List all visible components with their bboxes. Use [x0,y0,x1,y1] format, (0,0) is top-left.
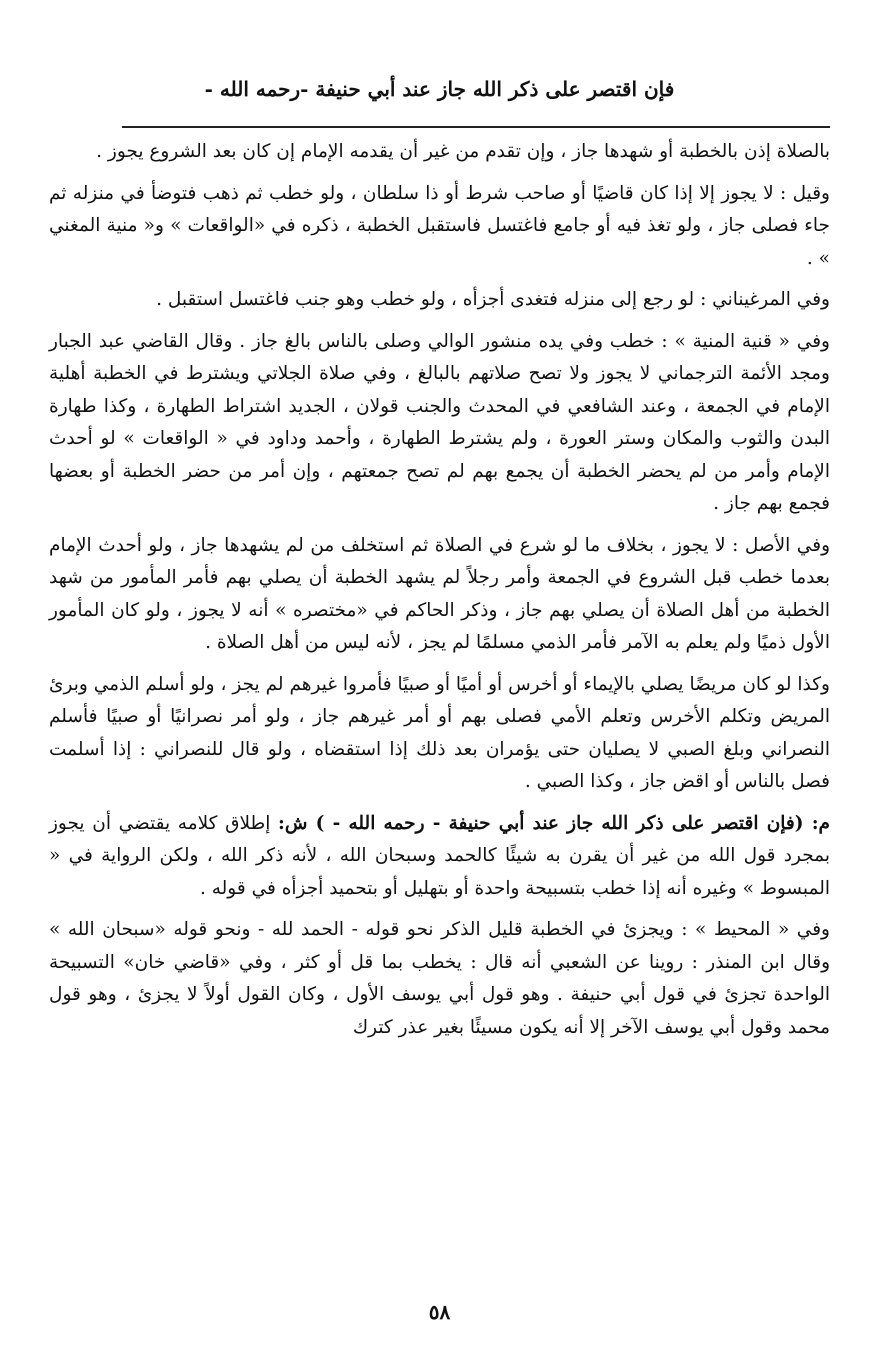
paragraph-3: وفي المرغيناني : لو رجع إلى منزله فتغدى أجزأه ، ولو خطب وهو جنب فاغتسل استقبل . [156,289,830,310]
paragraph-6: وكذا لو كان مريضًا يصلي بالإيماء أو أخرس أو أميًا أو صبيًا فأمروا غيرهم لم يجز ، ولو أسلم الذمي وبرئ المريض وتكلم الأخرس وتعلم الأمي فصلى بهم أو أمر غيرهم جاز ، ولو أمر نصرانيًا أو صبيًا فأسلم النصراني وبلغ الصبي لا يصليان حتى يؤمران بعد ذلك إذا استقضاه ، ولو قال للنصراني : إذا أسلمت فصل بالناس أو اقض جاز ، وكذا الصبي . [49,673,830,792]
paragraph-4: وفي « قنية المنية » : خطب وفي يده منشور الوالي وصلى بالناس بالغ جاز . وقال القاضي عبد الجبار ومجد الأئمة الترجماني لا يجوز ولا تصح صلاتهم بالبالغ ، وفي صلاة الجلاتي ويشترط في الخطبة أهلية الإمام في الجمعة ، وعند الشافعي في المحدث والجنب قولان ، الجديد اشتراط الطهارة ، وكذا طهارة البدن والثوب والمكان وستر العورة ، ولم يشترط الطهارة ، وأحمد وداود في « الواقعات » لو أحدث الإمام وأمر من لم يحضر الخطبة أن يجمع بهم لم تصح جمعتهم ، وإن أمر من حضر الخطبة أو بعضها فجمع بهم جاز . [49,330,830,514]
commentary-lead: م: (فإن اقتصر على ذكر الله جاز عند أبي حنيفة - رحمه الله - ) ش: [278,812,831,834]
paragraph-final: وفي « المحيط » : ويجزئ في الخطبة قليل الذكر نحو قوله - الحمد لله - ونحو قوله «سبحان الله » وقال ابن المنذر : روينا عن الشعبي أنه قال : يخطب بما قل أو كثر ، وفي «قاضي خان» التسبيحة الواحدة تجزئ في قول أبي حنيفة . وهو قول أبي يوسف الأول ، وكان القول أولاً لا يجزئ ، وهو قول محمد وقول أبي يوسف الآخر إلا أنه يكون مسيئًا بغير عذر كترك [49,919,830,1038]
running-header: فإن اقتصر على ذكر الله جاز عند أبي حنيفة -رحمه الله - [204,77,675,101]
paragraph-1: بالصلاة إذن بالخطبة أو شهدها جاز ، وإن تقدم من غير أن يقدمه الإمام إن كان بعد الشروع يجوز . [96,141,830,162]
commentary-text: إطلاق كلامه يقتضي أن يجوز بمجرد قول الله من غير أن يقرن به شيئًا كالحمد وسبحان الله ، لأنه ذكر الله ، ولكن الرواية في « المبسوط » وغيره أنه إذا خطب بتسبيحة واحدة أو بتهليل أو بتحميد أجزأه في قوله . [49,812,830,899]
paragraph-2: وقيل : لا يجوز إلا إذا كان قاضيًا أو صاحب شرط أو ذا سلطان ، ولو خطب ثم ذهب فتوضأ في منزله ثم جاء فصلى جاز ، ولو تغذ فيه أو جامع فاغتسل فاستقبل الخطبة ، ذكره في «الواقعات » و« منية المغني » . [49,182,830,269]
commentary-paragraph [49,808,830,906]
page-number: ٥٨ [428,1300,451,1324]
page-body [49,136,830,1053]
header-rule [122,126,830,128]
paragraph-5: وفي الأصل : لا يجوز ، بخلاف ما لو شرع في الصلاة ثم استخلف من لم يشهدها جاز ، ولو أحدث الإمام بعدما خطب قبل الشروع في الجمعة وأمر رجلاً لم يشهد الخطبة أن يصلي بهم فأمر المأمور من شهد الخطبة من أهل الصلاة أن يصلي بهم جاز ، وذكر الحاكم في «مختصره » أنه لا يجوز ، ولو كان المأمور الأول ذميًا ولم يعلم به الآمر فأمر الذمي مسلمًا لم يجز ، لأنه ليس من أهل الصلاة . [49,534,830,653]
